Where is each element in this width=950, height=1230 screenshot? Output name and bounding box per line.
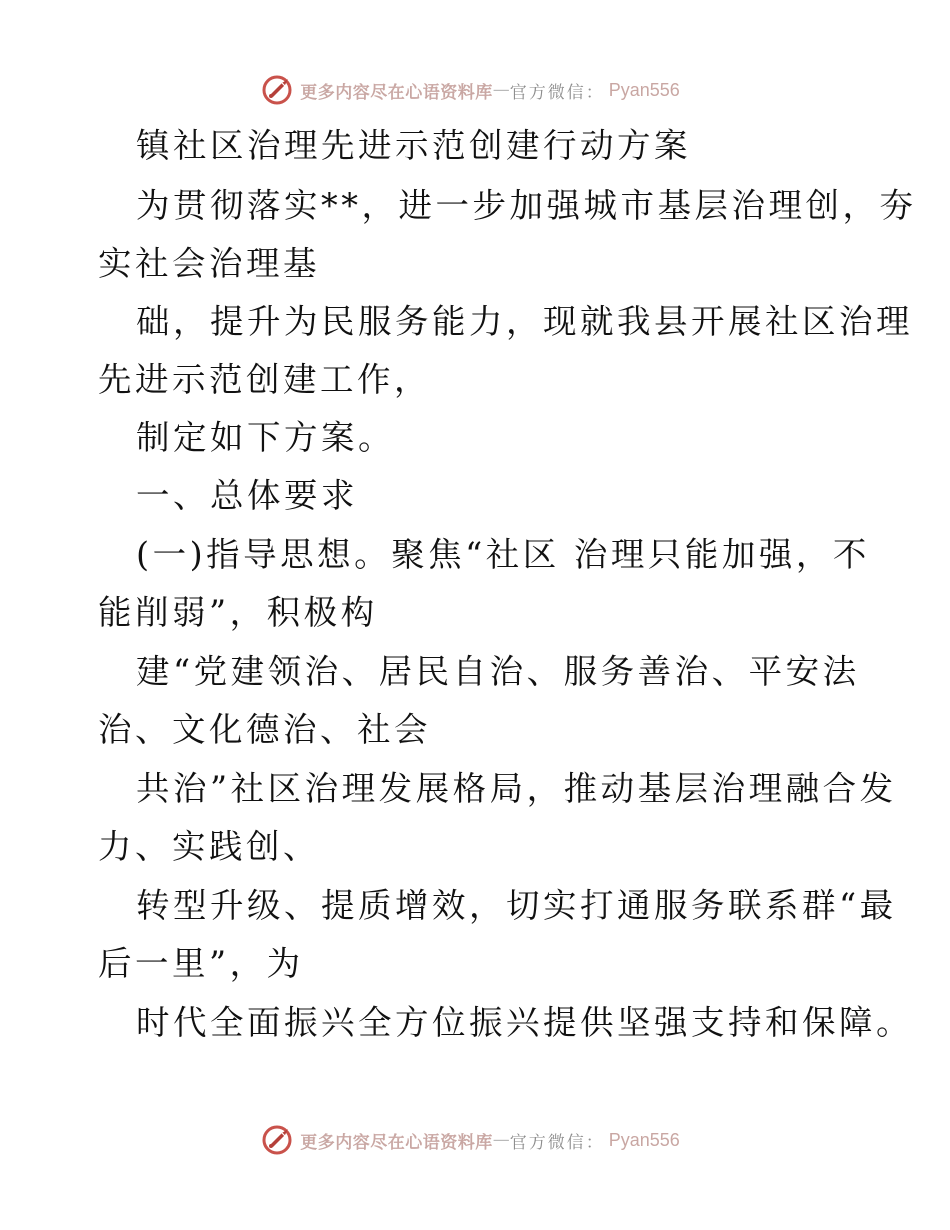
- banner-dash: —: [492, 1130, 510, 1150]
- banner-dash: —: [492, 80, 510, 100]
- pen-logo-icon: [262, 1123, 296, 1157]
- paragraph-line: 后一里”，为: [98, 944, 304, 983]
- banner-official-label: 官方微信：: [509, 82, 605, 103]
- paragraph-line: 实社会治理基: [98, 244, 320, 283]
- paragraph-line: 力、实践创、: [98, 827, 320, 866]
- paragraph-line: (一)指导思想。聚焦“社区 治理只能加强，不: [136, 535, 870, 574]
- paragraph-line: 转型升级、提质增效，切实打通服务联系群“最: [136, 886, 897, 925]
- banner-wechat-id: Pyan556: [608, 1129, 680, 1150]
- paragraph-line: 础，提升为民服务能力，现就我县开展社区治理: [136, 302, 913, 341]
- document-title: 镇社区治理先进示范创建行动方案: [136, 126, 691, 165]
- header-banner: [0, 70, 950, 110]
- banner-official-label: 官方微信：: [509, 1132, 605, 1153]
- paragraph-line: 时代全面振兴全方位振兴提供坚强支持和保障。: [136, 1003, 913, 1042]
- pen-logo-icon: [262, 73, 296, 107]
- paragraph-line: 为贯彻落实**，进一步加强城市基层治理创，夯: [136, 186, 917, 225]
- banner-brand-text: 更多内容尽在心语资料库: [300, 82, 493, 103]
- paragraph-line: 共治”社区治理发展格局，推动基层治理融合发: [136, 769, 897, 808]
- paragraph-line: 建“党建领治、居民自治、服务善治、平安法: [136, 652, 860, 691]
- banner-brand-text: 更多内容尽在心语资料库: [300, 1132, 493, 1153]
- paragraph-line: 能削弱”，积极构: [98, 593, 378, 632]
- footer-banner: [0, 1120, 950, 1160]
- banner-wechat-id: Pyan556: [608, 79, 680, 100]
- paragraph-line: 治、文化德治、社会: [98, 710, 431, 749]
- section-heading: 一、总体要求: [136, 476, 358, 515]
- paragraph-line: 制定如下方案。: [136, 418, 395, 457]
- paragraph-line: 先进示范创建工作，: [98, 360, 431, 399]
